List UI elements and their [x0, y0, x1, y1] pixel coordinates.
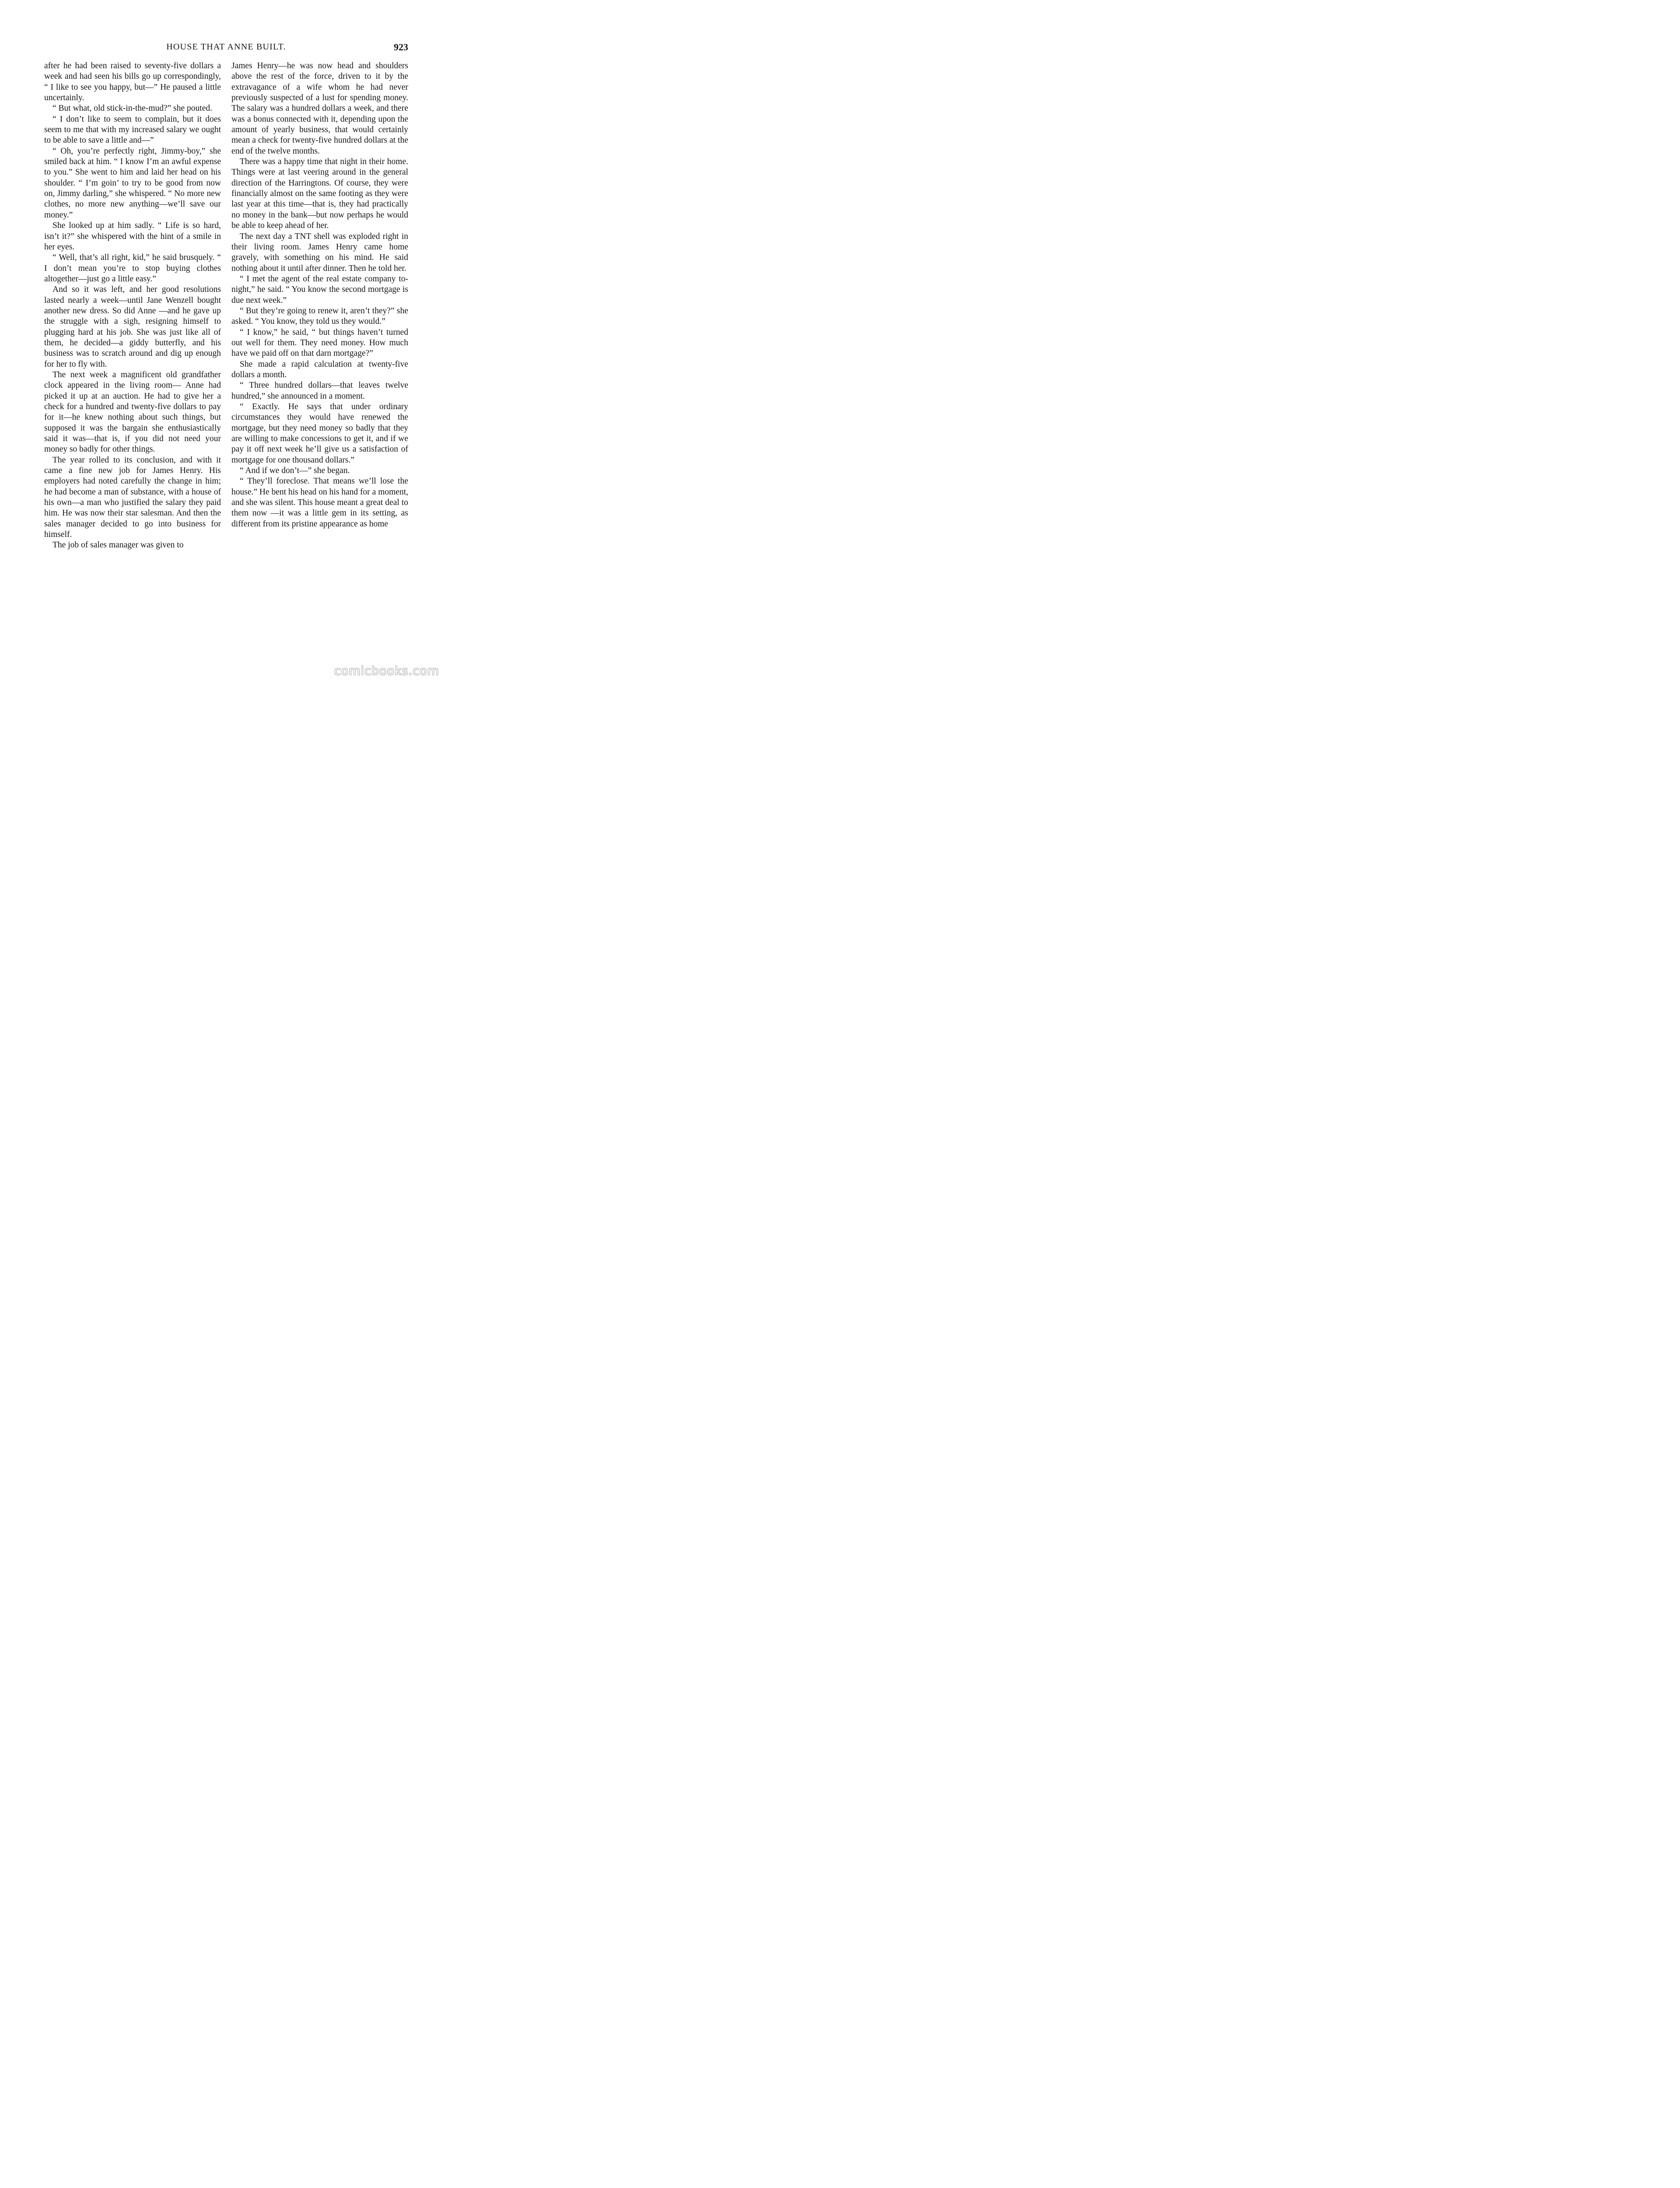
paragraph: “ Three hundred dollars—that leaves twelve hundred,” she announced in a moment. [231, 381, 408, 401]
paragraph: “ Well, that’s all right, kid,” he said brusquely. “ I don’t mean you’re to stop buying clothes altogether—just go a little easy.” [44, 253, 221, 284]
paragraph: “ But what, old stick-in-the-mud?” she pouted. [52, 104, 212, 113]
running-head [44, 42, 408, 55]
paragraph: The job of sales manager was given to [52, 540, 184, 550]
paragraph: The next day a TNT shell was exploded right in their living room. James Henry came home gravely, with something on his mind. He said nothing about it until after dinner. Then he told her. [231, 231, 408, 273]
paragraph: “ And if we don’t—” she began. [240, 466, 350, 476]
paragraph: “ Exactly. He says that under ordinary circumstances they would have renewed the mortgage, but they need money so badly that they are willing to make concessions to get it, and if we pay it off next week he’ll give us a satisfaction of mortgage for one thousand dollars.” [231, 402, 408, 465]
right-column [231, 61, 408, 529]
paragraph: “ They’ll foreclose. That means we’ll lose the house.” He bent his head on his hand for a moment, and she was silent. This house meant a great deal to them now —it was a little gem in its setting, as different from its pristine appearance as home [231, 477, 408, 529]
paragraph: after he had been raised to seventy-five dollars a week and had seen his bills go up correspondingly, “ I like to see you happy, but—” He paused a little uncertainly. [44, 61, 221, 103]
paragraph: James Henry—he was now head and shoulders above the rest of the force, driven to it by the extravagance of a wife whom he had never previously suspected of a lust for spending money. The salary was a hundred dollars a week, and there was a bonus connected with it, depending upon the amount of yearly business, that would certainly mean a check for twenty-five hundred dollars at the end of the twelve months. [231, 61, 408, 156]
page-number: 923 [394, 42, 408, 53]
paragraph: “ Oh, you’re perfectly right, Jimmy-boy,” she smiled back at him. “ I know I’m an awful expense to you.” She went to him and laid her head on his shoulder. “ I’m goin’ to try to be good from now on, Jimmy darling,” she whispered. “ No more new clothes, no more new anything—we’ll save our money.” [44, 146, 221, 220]
paragraph: She made a rapid calculation at twenty-five dollars a month. [231, 359, 408, 379]
paragraph: She looked up at him sadly. “ Life is so hard, isn’t it?” she whispered with the hint of a smile in her eyes. [44, 221, 221, 252]
watermark: comicbooks.com [334, 664, 439, 678]
left-column [44, 61, 221, 551]
paragraph: The year rolled to its conclusion, and with it came a fine new job for James Henry. His employers had noted carefully the change in him; he had become a man of substance, with a house of his own—a man who justified the salary they paid him. He was now their star salesman. And then the sales manager decided to go into business for himself. [44, 455, 221, 540]
paragraph: And so it was left, and her good resolutions lasted nearly a week—until Jane Wenzell bought another new dress. So did Anne —and he gave up the struggle with a sigh, resigning himself to plugging hard at his job. She was just like all of them, he decided—a giddy butterfly, and his business was to scratch around and dig up enough for her to fly with. [44, 285, 221, 369]
running-title: HOUSE THAT ANNE BUILT. [166, 42, 286, 52]
paragraph: “ But they’re going to renew it, aren’t they?” she asked. “ You know, they told us they would.” [231, 306, 408, 326]
paragraph: The next week a magnificent old grandfather clock appeared in the living room— Anne had picked it up at an auction. He had to give her a check for a hundred and twenty-five dollars to pay for it—he knew nothing about such things, but supposed it was the bargain she enthusiastically said it was—that is, if you did not need your money so badly for other things. [44, 370, 221, 454]
paragraph: There was a happy time that night in their home. Things were at last veering around in the general direction of the Harringtons. Of course, they were financially almost on the same footing as they were last year at this time—that is, they had practically no money in the bank—but now perhaps he would be able to keep ahead of her. [231, 157, 408, 231]
paragraph: “ I know,” he said, “ but things haven’t turned out well for them. They need money. How much have we paid off on that darn mortgage?” [231, 327, 408, 358]
paragraph: “ I met the agent of the real estate company to-night,” he said. “ You know the second mortgage is due next week.” [231, 274, 408, 305]
paragraph: “ I don’t like to seem to complain, but it does seem to me that with my increased salary we ought to be able to save a little and—” [44, 114, 221, 145]
